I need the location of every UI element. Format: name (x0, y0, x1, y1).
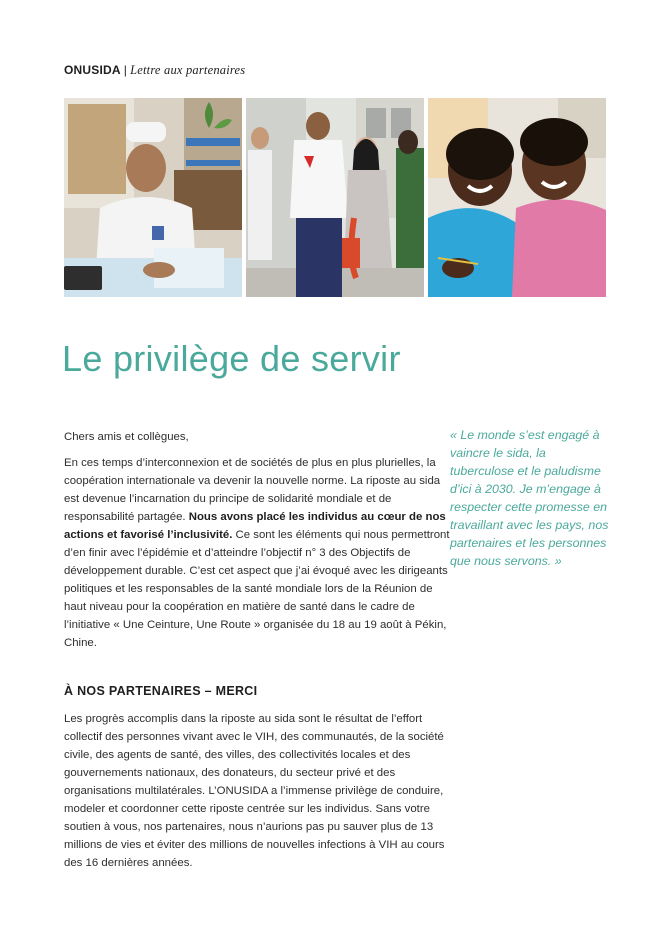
pull-quote: « Le monde s’est engagé à vaincre le sida, la tuberculose et le paludisme d’ici à 2030. Je m’engage à respecter cette promesse en travaillant avec les pays, nos partenaires et les personnes que nous servons. » (450, 428, 609, 568)
intro-bold: Nous avons placé les individus au cœur de nos actions et favorisé l’inclusivité. (64, 511, 446, 541)
greeting: Chers amis et collègues, (64, 431, 189, 443)
photo-strip (64, 98, 606, 297)
intro-text-1: En ces temps d’interconnexion et de sociétés de plus en plus plurielles, la coopération internationale va devenir la nouvelle norme. La riposte au sida est devenue l’incarnation du principe de solidarité mondiale et de responsabilité partagée. (64, 457, 441, 523)
header-org: ONUSIDA (64, 63, 121, 77)
section-heading: À NOS PARTENAIRES – MERCI (64, 684, 258, 698)
photo-children (428, 98, 606, 297)
page-header (64, 63, 245, 78)
page-title: Le privilège de servir (62, 338, 401, 379)
intro-text-2: Ce sont les éléments qui nous permettront d’en finir avec l’épidémie et d’atteindre l’objectif n° 3 des Objectifs de développement durable. C’est cet aspect que j’ai évoqué avec les dirigeants politiques et les responsables de la santé mondiale lors de la Réunion de haut niveau pour la coopération en matière de santé dans le cadre de l’initiative « Une Ceinture, Une Route » organisée du 18 au 19 août à Pékin, Chine. (64, 529, 450, 649)
photo-delegation (246, 98, 424, 297)
photo-health-worker (64, 98, 242, 297)
header-separator: | (123, 63, 128, 77)
header-subtitle: Lettre aux partenaires (130, 63, 246, 77)
intro-paragraph (64, 454, 454, 652)
partners-paragraph: Les progrès accomplis dans la riposte au sida sont le résultat de l’effort collectif des personnes vivant avec le VIH, des communautés, de la société civile, des agents de santé, des villes, des collectivités locales et des gouvernements nationaux, des donateurs, du secteur privé et des organisations multilatérales. L’ONUSIDA a l’immense privilège de conduire, modeler et coordonner cette riposte centrée sur les individus. Sans votre soutien à vous, nos partenaires, nous n’aurions pas pu sauver plus de 13 millions de vies et éviter des millions de nouvelles infections à VIH au cours des 16 dernières années. (64, 713, 445, 869)
